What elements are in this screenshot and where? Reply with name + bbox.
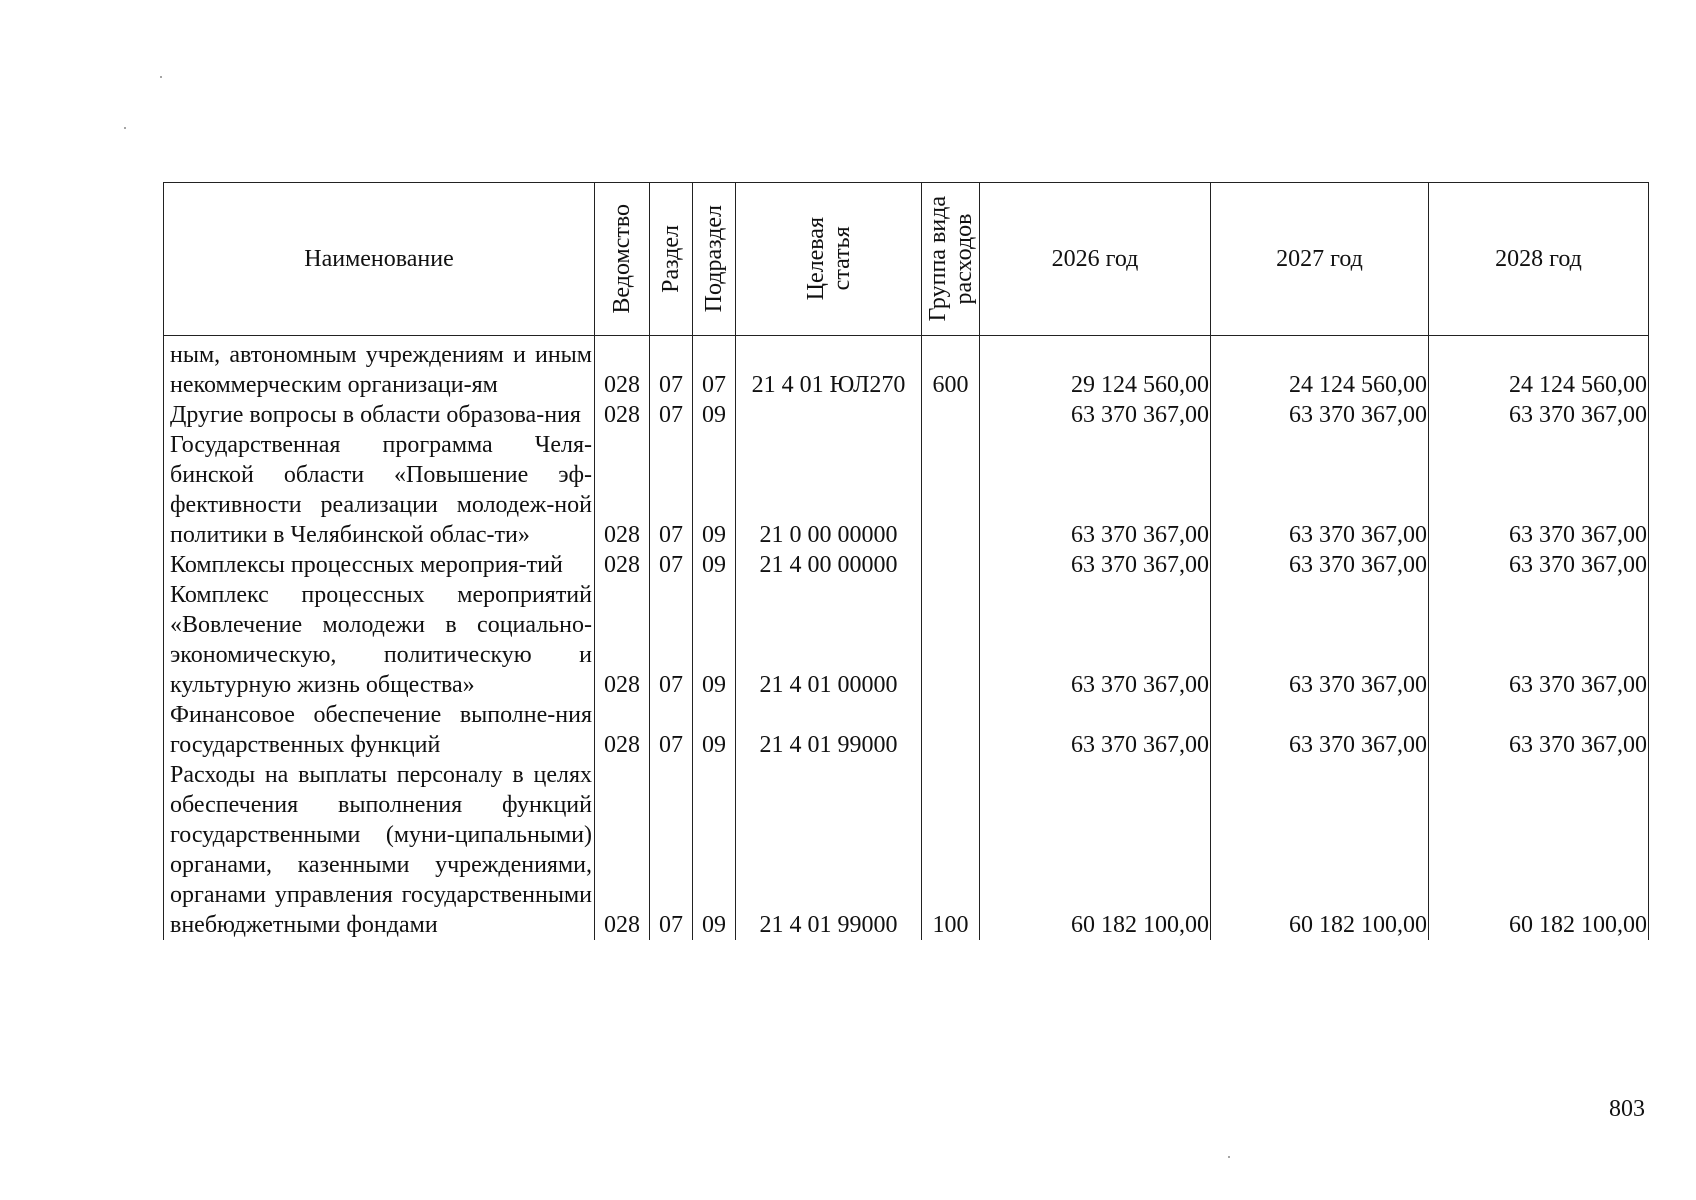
cell-2026: 60 182 100,00 (980, 760, 1211, 940)
header-2026: 2026 год (980, 183, 1211, 336)
cell-section: 07 (650, 580, 693, 700)
cell-2027: 24 124 560,00 (1211, 336, 1429, 401)
cell-2026: 63 370 367,00 (980, 580, 1211, 700)
table-body (164, 336, 1649, 941)
cell-target-article: 21 0 00 00000 (736, 430, 922, 550)
cell-section: 07 (650, 550, 693, 580)
cell-section: 07 (650, 400, 693, 430)
cell-dept: 028 (595, 400, 650, 430)
cell-expense-group: 600 (922, 336, 980, 401)
cell-subsection: 09 (693, 430, 736, 550)
cell-expense-group: 100 (922, 760, 980, 940)
cell-dept: 028 (595, 336, 650, 401)
cell-section: 07 (650, 760, 693, 940)
cell-subsection: 09 (693, 700, 736, 760)
cell-2028: 63 370 367,00 (1429, 400, 1649, 430)
cell-dept: 028 (595, 580, 650, 700)
cell-2027: 63 370 367,00 (1211, 430, 1429, 550)
cell-2026: 63 370 367,00 (980, 550, 1211, 580)
header-dept: Ведомство (595, 183, 650, 336)
cell-2027: 63 370 367,00 (1211, 700, 1429, 760)
cell-name: ным, автономным учреждениям и иным некоммерческим организаци-ям (164, 336, 595, 401)
cell-target-article: 21 4 01 ЮЛ270 (736, 336, 922, 401)
table-row (164, 430, 1649, 550)
cell-expense-group (922, 700, 980, 760)
cell-2027: 63 370 367,00 (1211, 550, 1429, 580)
cell-2027: 60 182 100,00 (1211, 760, 1429, 940)
cell-section: 07 (650, 336, 693, 401)
cell-2026: 63 370 367,00 (980, 430, 1211, 550)
cell-dept: 028 (595, 760, 650, 940)
cell-2028: 63 370 367,00 (1429, 580, 1649, 700)
cell-2028: 24 124 560,00 (1429, 336, 1649, 401)
cell-name: Комплексы процессных мероприя-тий (164, 550, 595, 580)
header-expense-group: Группа вида расходов (922, 183, 980, 336)
cell-section: 07 (650, 700, 693, 760)
table-row (164, 400, 1649, 430)
cell-target-article: 21 4 01 99000 (736, 760, 922, 940)
header-subsection: Подраздел (693, 183, 736, 336)
cell-name: Финансовое обеспечение выполне-ния государственных функций (164, 700, 595, 760)
cell-name: Другие вопросы в области образова-ния (164, 400, 595, 430)
cell-target-article: 21 4 01 99000 (736, 700, 922, 760)
cell-section: 07 (650, 430, 693, 550)
table-row (164, 760, 1649, 940)
cell-name: Государственная программа Челя-бинской области «Повышение эф-фективности реализации молодеж-ной политики в Челябинской облас-ти» (164, 430, 595, 550)
table-row (164, 580, 1649, 700)
header-target-article: Целевая статья (736, 183, 922, 336)
cell-expense-group (922, 400, 980, 430)
cell-2026: 63 370 367,00 (980, 400, 1211, 430)
header-2028: 2028 год (1429, 183, 1649, 336)
cell-target-article: 21 4 00 00000 (736, 550, 922, 580)
table-row (164, 550, 1649, 580)
scan-speck (1228, 1156, 1230, 1158)
header-name: Наименование (164, 183, 595, 336)
header-2027: 2027 год (1211, 183, 1429, 336)
cell-subsection: 09 (693, 550, 736, 580)
scan-speck (124, 127, 126, 129)
cell-dept: 028 (595, 430, 650, 550)
cell-2026: 63 370 367,00 (980, 700, 1211, 760)
cell-subsection: 09 (693, 400, 736, 430)
cell-dept: 028 (595, 700, 650, 760)
cell-dept: 028 (595, 550, 650, 580)
cell-expense-group (922, 550, 980, 580)
cell-expense-group (922, 580, 980, 700)
table-row (164, 336, 1649, 401)
cell-2028: 60 182 100,00 (1429, 760, 1649, 940)
cell-target-article: 21 4 01 00000 (736, 580, 922, 700)
page-number: 803 (1609, 1096, 1645, 1122)
cell-name: Комплекс процессных мероприятий «Вовлечение молодежи в социально-экономическую, политическую и культурную жизнь общества» (164, 580, 595, 700)
header-section: Раздел (650, 183, 693, 336)
cell-2026: 29 124 560,00 (980, 336, 1211, 401)
cell-2028: 63 370 367,00 (1429, 700, 1649, 760)
scan-speck (160, 76, 162, 78)
cell-2028: 63 370 367,00 (1429, 430, 1649, 550)
cell-2028: 63 370 367,00 (1429, 550, 1649, 580)
cell-name: Расходы на выплаты персоналу в целях обеспечения выполнения функций государственными (муни-ципальными) органами, казенными учреждениями, органами управления государственными внебюджетными фондами (164, 760, 595, 940)
cell-subsection: 07 (693, 336, 736, 401)
budget-table (163, 182, 1649, 940)
cell-2027: 63 370 367,00 (1211, 580, 1429, 700)
table-row (164, 700, 1649, 760)
cell-expense-group (922, 430, 980, 550)
cell-2027: 63 370 367,00 (1211, 400, 1429, 430)
table-header (164, 183, 1649, 336)
cell-target-article (736, 400, 922, 430)
cell-subsection: 09 (693, 760, 736, 940)
cell-subsection: 09 (693, 580, 736, 700)
